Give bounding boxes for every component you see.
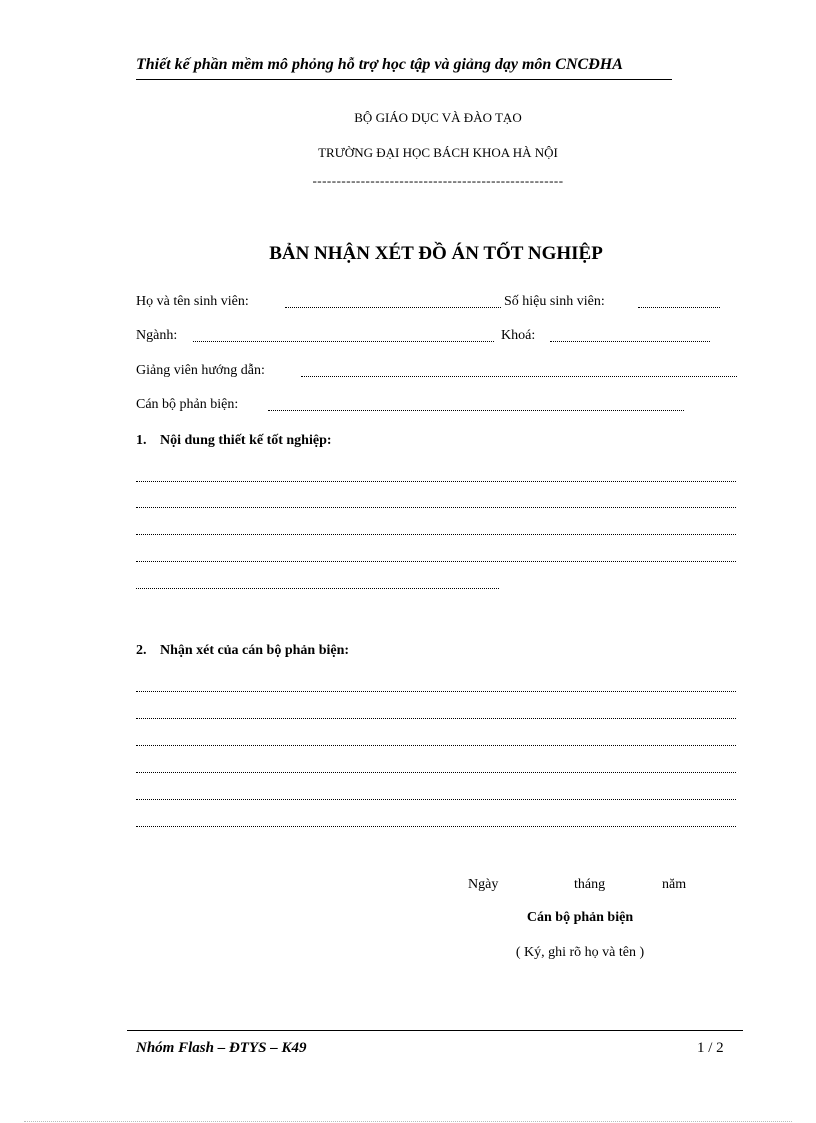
signature-note: ( Ký, ghi rõ họ và tên )	[515, 945, 645, 960]
section-2-title: Nhận xét của cán bộ phản biện:	[160, 643, 350, 658]
reviewer-label: Cán bộ phản biện:	[136, 397, 239, 412]
section-1-line[interactable]	[136, 507, 736, 508]
cohort-blank[interactable]	[550, 341, 710, 342]
section-2-line[interactable]	[136, 826, 736, 827]
date-year-label: năm	[662, 877, 687, 892]
section-1-heading	[136, 433, 332, 449]
section-2-number: 2.	[136, 643, 147, 658]
section-1-number: 1.	[136, 433, 147, 448]
running-header: Thiết kế phần mềm mô phỏng hỗ trợ học tập và giảng dạy môn CNCĐHA	[136, 56, 623, 73]
page-edge	[24, 1121, 792, 1122]
student-id-blank[interactable]	[638, 307, 720, 308]
footer-rule	[127, 1030, 743, 1031]
ministry-name: BỘ GIÁO DỤC VÀ ĐÀO TẠO	[354, 110, 522, 125]
university-name: TRƯỜNG ĐẠI HỌC BÁCH KHOA HÀ NỘI	[318, 145, 558, 160]
header-rule	[136, 79, 672, 80]
major-label: Ngành:	[136, 328, 178, 343]
section-2-line[interactable]	[136, 772, 736, 773]
section-2-line[interactable]	[136, 718, 736, 719]
page-number: 1 / 2	[697, 1040, 724, 1056]
major-blank[interactable]	[193, 341, 494, 342]
supervisor-blank[interactable]	[301, 376, 737, 377]
section-1-title: Nội dung thiết kế tốt nghiệp:	[160, 433, 332, 448]
signature-role: Cán bộ phản biện	[526, 910, 634, 925]
date-month-label: tháng	[574, 877, 606, 892]
document-title: BẢN NHẬN XÉT ĐỒ ÁN TỐT NGHIỆP	[269, 243, 603, 264]
section-1-line[interactable]	[136, 588, 499, 589]
student-id-label: Số hiệu sinh viên:	[504, 294, 605, 309]
section-1-line[interactable]	[136, 561, 736, 562]
date-day-label: Ngày	[468, 877, 499, 892]
section-2-heading	[136, 643, 349, 659]
section-2-line[interactable]	[136, 799, 736, 800]
reviewer-blank[interactable]	[268, 410, 684, 411]
cohort-label: Khoá:	[501, 328, 536, 343]
section-2-line[interactable]	[136, 745, 736, 746]
student-name-label: Họ và tên sinh viên:	[136, 294, 249, 309]
separator-line: ----------------------------------------------------	[312, 173, 564, 188]
section-2-line[interactable]	[136, 691, 736, 692]
supervisor-label: Giảng viên hướng dẫn:	[136, 363, 265, 378]
footer-group: Nhóm Flash – ĐTYS – K49	[136, 1040, 307, 1056]
student-name-blank[interactable]	[285, 307, 501, 308]
section-1-line[interactable]	[136, 534, 736, 535]
section-1-line[interactable]	[136, 481, 736, 482]
